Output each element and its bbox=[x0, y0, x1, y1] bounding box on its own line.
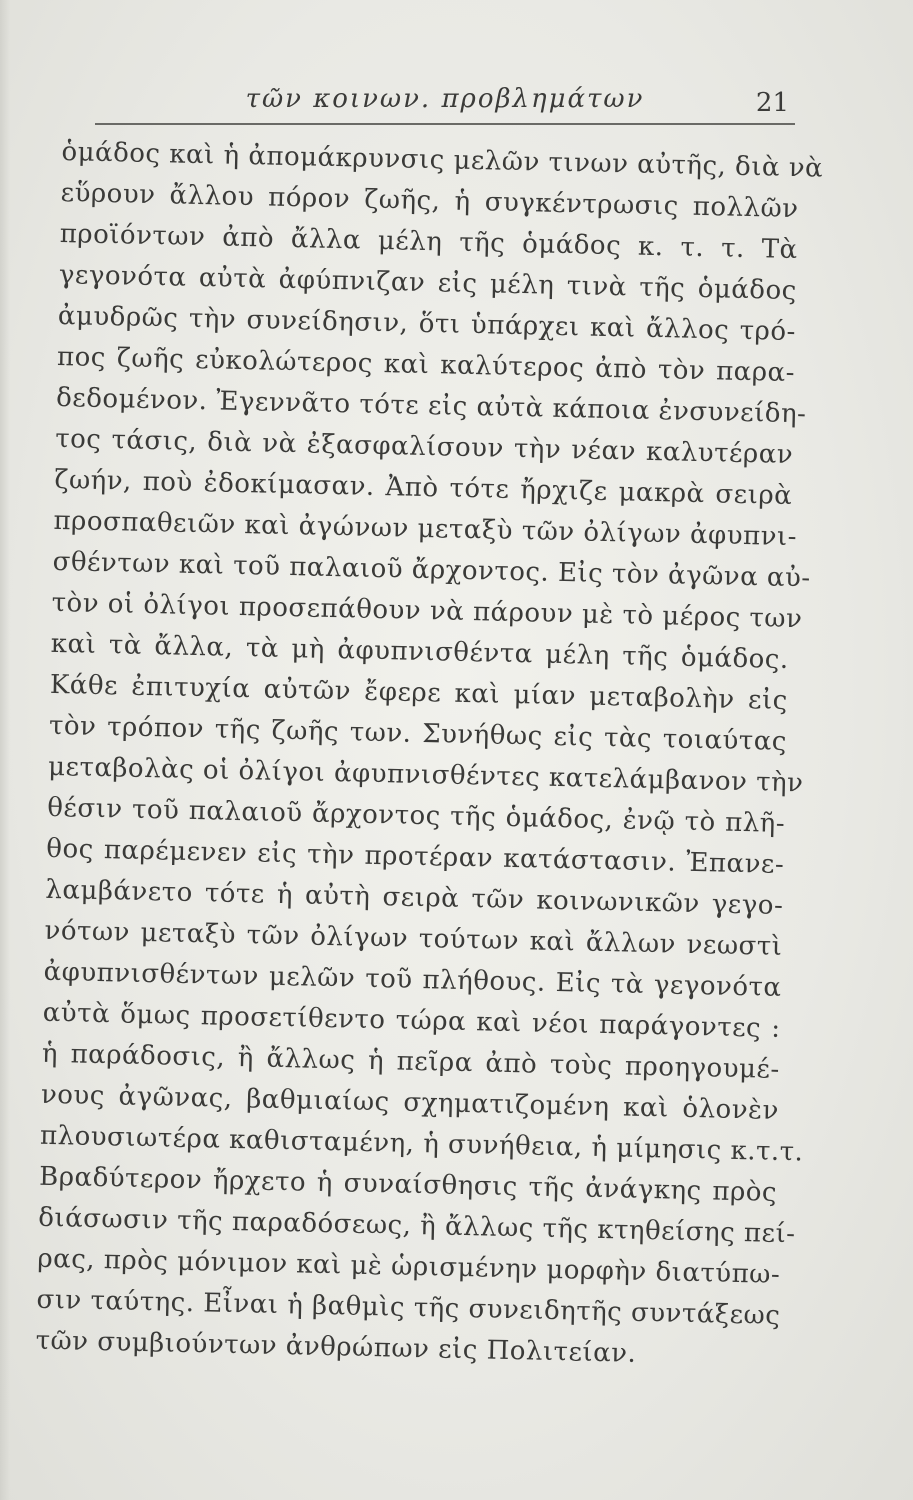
text-line: δεδομένον. Ἐγεννᾶτο τότε εἰς αὐτὰ κάποια ἐνσυνείδη- bbox=[55, 382, 807, 430]
text-line: προϊόντων ἀπὸ ἄλλα μέλη τῆς ὁμάδος κ. τ. τ. Τὰ bbox=[59, 218, 798, 266]
text-line: πος ζωῆς εὐκολώτερος καὶ καλύτερος ἀπὸ τὸν παρα- bbox=[56, 341, 796, 389]
text-line: τὸν οἱ ὀλίγοι προσεπάθουν νὰ πάρουν μὲ τὸ μέρος των bbox=[51, 587, 803, 635]
text-line: τος τάσις, διὰ νὰ ἐξασφαλίσουν τὴν νέαν καλυτέραν bbox=[54, 423, 794, 471]
text-line: πλουσιωτέρα καθισταμένη, ἡ συνήθεια, ἡ μίμησις κ.τ.τ. bbox=[39, 1120, 804, 1168]
page-edge-shadow bbox=[0, 0, 10, 1500]
text-line: αὐτὰ ὅμως προσετίθεντο τώρα καὶ νέοι παράγοντες : bbox=[42, 997, 781, 1044]
text-line: ζωήν, ποὺ ἐδοκίμασαν. Ἀπὸ τότε ἤρχιζε μακρὰ σειρὰ bbox=[54, 464, 793, 512]
text-line: τὸν τρόπον τῆς ζωῆς των. Συνήθως εἰς τὰς τοιαύτας bbox=[48, 710, 788, 757]
text-line: σιν ταύτης. Εἶναι ἡ βαθμὶς τῆς συνειδητῆς συντάξεως bbox=[36, 1284, 781, 1331]
body-text bbox=[35, 132, 824, 1378]
text-line: νους ἀγῶνας, βαθμιαίως σχηματιζομένη καὶ ὁλονὲν bbox=[40, 1079, 780, 1126]
text-line: Κάθε ἐπιτυχία αὐτῶν ἔφερε καὶ μίαν μεταβολὴν εἰς bbox=[49, 669, 789, 716]
text-line: λαμβάνετο τότε ἡ αὐτὴ σειρὰ τῶν κοινωνικῶν γεγο- bbox=[45, 874, 784, 921]
header-rule bbox=[95, 123, 795, 125]
text-line: νότων μεταξὺ τῶν ὀλίγων τούτων καὶ ἄλλων νεωστὶ bbox=[44, 915, 783, 962]
text-line: εὕρουν ἄλλου πόρον ζωῆς, ἡ συγκέντρωσις πολλῶν bbox=[60, 177, 799, 225]
text-line: θος παρέμενεν εἰς τὴν προτέραν κατάστασιν. Ἐπανε- bbox=[46, 833, 785, 880]
text-line: διάσωσιν τῆς παραδόσεως, ἢ ἄλλως τῆς κτηθείσης πεί- bbox=[37, 1202, 796, 1250]
text-line: γεγονότα αὐτὰ ἀφύπνιζαν εἰς μέλη τινὰ τῆς ὁμάδος bbox=[58, 259, 798, 307]
text-line: ὁμάδος καὶ ἡ ἀπομάκρυνσις μελῶν τινων αὐτῆς, διὰ νὰ bbox=[61, 136, 824, 184]
text-line: ἀφυπνισθέντων μελῶν τοῦ πλήθους. Εἰς τὰ γεγονότα bbox=[43, 956, 782, 1003]
running-head bbox=[95, 78, 795, 118]
text-line: ρας, πρὸς μόνιμον καὶ μὲ ὡρισμένην μορφὴν διατύπω- bbox=[37, 1243, 781, 1290]
running-title: τῶν κοινων. προβλημάτων bbox=[245, 84, 645, 114]
text-line: ἀμυδρῶς τὴν συνείδησιν, ὅτι ὑπάρχει καὶ ἄλλος τρό- bbox=[57, 300, 797, 348]
page-number: 21 bbox=[755, 88, 789, 118]
text-line: σθέντων καὶ τοῦ παλαιοῦ ἄρχοντος. Εἰς τὸν ἀγῶνα αὐ- bbox=[52, 546, 811, 594]
text-line: μεταβολὰς οἱ ὀλίγοι ἀφυπνισθέντες κατελάμβανον τὴν bbox=[47, 751, 804, 799]
text-line: ἡ παράδοσις, ἢ ἄλλως ἡ πεῖρα ἀπὸ τοὺς προηγουμέ- bbox=[41, 1038, 781, 1085]
text-line: προσπαθειῶν καὶ ἀγώνων μεταξὺ τῶν ὀλίγων ἀφυπνι- bbox=[53, 505, 798, 553]
text-line: τῶν συμβιούντων ἀνθρώπων εἰς Πολιτείαν. bbox=[35, 1325, 637, 1369]
text-line: καὶ τὰ ἄλλα, τὰ μὴ ἀφυπνισθέντα μέλη τῆς ὁμάδος. bbox=[50, 628, 789, 675]
text-line: Βραδύτερον ἤρχετο ἡ συναίσθησις τῆς ἀνάγκης πρὸς bbox=[38, 1161, 778, 1208]
text-line: θέσιν τοῦ παλαιοῦ ἄρχοντος τῆς ὁμάδος, ἐνῷ τὸ πλῆ- bbox=[46, 792, 786, 839]
